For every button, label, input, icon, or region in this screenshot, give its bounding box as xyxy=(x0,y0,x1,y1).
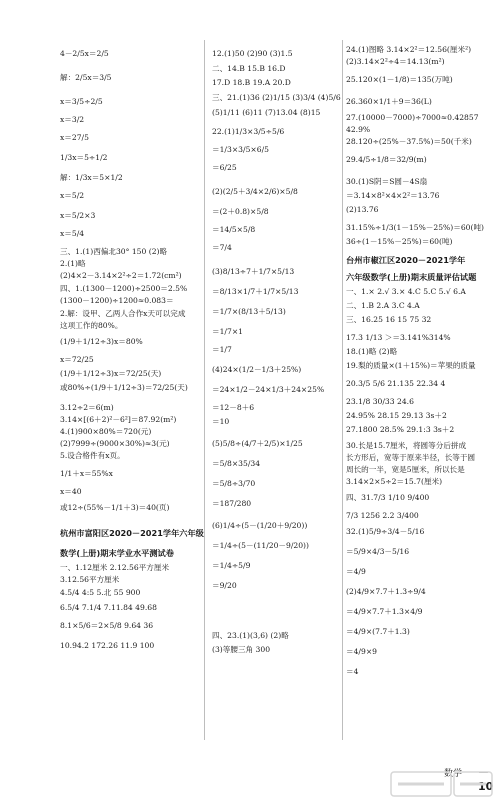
answer-line: ＝187/280 xyxy=(212,499,252,508)
answer-line: x＝3/2 xyxy=(60,115,85,124)
answer-line: 17.D 18.B 19.A 20.D xyxy=(212,78,291,87)
answer-line: ＝(2＋0.8)×5/8 xyxy=(212,207,269,216)
answer-line: x＝5/2 xyxy=(60,191,85,200)
answer-line: ＝1/7 xyxy=(212,345,232,354)
answer-line: 25.120×(1－1/8)＝135(万吨) xyxy=(346,75,453,84)
answer-line: 一、1.× 2.√ 3.× 4.C 5.C 5.√ 6.A xyxy=(346,287,466,296)
answer-line: 26.360×1/1＋9＝36(L) xyxy=(346,97,432,106)
answer-line: ＝4/9 xyxy=(346,567,366,576)
answer-line: (3)8/13÷7＋1/7×5/13 xyxy=(212,267,295,276)
answer-line: 解：1/3x＝5×1/2 xyxy=(60,173,123,182)
answer-line: 三、21.(1)36 (2)1/15 (3)3/4 (4)5/6 xyxy=(212,93,341,102)
answer-line: 二、1.B 2.A 3.C 4.A xyxy=(346,301,420,310)
watermark-stamp-icon xyxy=(390,770,495,798)
page-number: －10 xyxy=(478,766,494,793)
answer-line: x＝5/2×3 xyxy=(60,211,96,220)
answer-line: 解：2/5x＝3/5 xyxy=(60,73,112,82)
answer-line: 二、14.B 15.B 16.D xyxy=(212,64,286,73)
answer-line: (2)3.14×2²÷4＝14.13(m²) xyxy=(346,57,445,66)
answer-line: 19.梨的质量×(1＋15%)＝苹果的质量 xyxy=(346,361,476,370)
answer-line: 12.(1)50 (2)90 (3)1.5 xyxy=(212,49,293,58)
answer-line: 长方形后，宽等于原来半径，长等于圆 xyxy=(346,453,476,462)
answer-line: 周长的一半，宽是5厘米，所以长是 xyxy=(346,465,465,474)
answer-line: (2)4×2－3.14×2²÷2＝1.72(cm²) xyxy=(60,271,182,280)
answer-line: 一、1.12厘米 2.12.56平方厘米 xyxy=(60,563,170,572)
answer-line: (2)13.76 xyxy=(346,205,379,214)
answer-line: 三、16.25 16 15 75 32 xyxy=(346,315,432,324)
answer-line: ＝6/25 xyxy=(212,163,237,172)
answer-line: (1300－1200)÷1200≈0.083＝ xyxy=(60,296,174,305)
answer-line: 36÷(1－15%－25%)＝60(吨) xyxy=(346,237,453,246)
answer-line: 18.(1)略 (2)略 xyxy=(346,347,398,356)
answer-line: 24.95% 28.15 29.13 3s＋2 xyxy=(346,411,447,420)
answer-line: 或80%÷(1/9＋1/12÷3)＝72/25(天) xyxy=(60,383,188,392)
answer-line: (2)7999÷(9000×30%)≈3(元) xyxy=(60,439,170,448)
answer-line: 3.12÷2＝6(m) xyxy=(60,403,114,412)
answer-line: 27.1800 28.5% 29.1:3 3s＋2 xyxy=(346,425,455,434)
answer-line: 30.长是15.7厘米，将圆等分后拼成 xyxy=(346,441,467,450)
answer-line: (5)1/11 (6)11 (7)13.04 (8)15 xyxy=(212,108,321,117)
answer-line: 6.5/4 7.1/4 7.11.84 49.68 xyxy=(60,603,157,612)
answer-line: 42.9% xyxy=(346,125,371,134)
answer-line: 四、1.(1300－1200)÷2500＝2.5% xyxy=(60,284,188,293)
answer-line: 31.15%÷1/3(1－15%－25%)＝60(吨) xyxy=(346,223,485,232)
answer-line: (1/9＋1/12÷3)x＝80% xyxy=(60,337,143,346)
answer-line: 3.12.56平方厘米 xyxy=(60,575,120,584)
answer-line: 32.(1)5/9÷3/4－5/16 xyxy=(346,527,425,536)
answer-line: ＝1/4÷(5－(11/20－9/20)) xyxy=(212,541,309,550)
answer-line: ＝7/4 xyxy=(212,243,232,252)
exam-title: 杭州市富阳区2020－2021学年六年级 xyxy=(60,528,204,538)
answer-line: 四、23.(1)(3,6) (2)略 xyxy=(212,631,289,640)
answer-line: (5)5/8÷(4/7＋2/5)×1/25 xyxy=(212,439,303,448)
answer-line: 10.94.2 172.26 11.9 100 xyxy=(60,641,155,650)
answer-line: 7/3 1256 2.2 3/400 xyxy=(346,511,419,520)
answer-line: 29.4/5÷1/8＝32/9(m) xyxy=(346,155,427,164)
column-divider xyxy=(342,40,343,740)
answer-line: x＝5/4 xyxy=(60,229,85,238)
answer-line: x＝3/5÷2/5 xyxy=(60,97,103,106)
answer-line: 4.5/4 4:5 5.北 55 900 xyxy=(60,588,141,597)
answer-line: ＝4/9×7.7＋1.3×4/9 xyxy=(346,607,423,616)
answer-line: 23.1/8 30/33 24.6 xyxy=(346,397,414,406)
answer-line: ＝3.14×8²×4×2²＝13.76 xyxy=(346,191,440,200)
answer-line: (2)4/9×7.7＋1.3÷9/4 xyxy=(346,587,426,596)
answer-line: (2)(2/5＋3/4×2/6)×5/8 xyxy=(212,187,298,196)
exam-subtitle: 六年级数学(上册)期末质量评估试题 xyxy=(346,272,477,282)
answer-line: 1/3x＝5÷1/2 xyxy=(60,153,108,162)
subject-label: 数学 xyxy=(444,769,463,779)
answer-line: 5.设合格件有x页。 xyxy=(60,451,125,460)
answer-line: ＝9/20 xyxy=(212,581,237,590)
answer-line: 3.14×[(6＋2)²－6²]＝87.92(m²) xyxy=(60,415,177,424)
exam-title: 台州市椒江区2020－2021学年 xyxy=(346,255,466,265)
answer-line: 或12÷(55%－1/1＋3)＝40(页) xyxy=(60,503,170,512)
answer-line: x＝72/25 xyxy=(60,355,94,364)
answer-line: 30.(1)S阴＝S圆－4S扇 xyxy=(346,177,428,186)
answer-line: (4)24×(1/2－1/3＋25%) xyxy=(212,365,302,374)
answer-line: 28.120÷(25%－37.5%)＝50(千米) xyxy=(346,137,472,146)
answer-line: 4－2/5x＝2/5 xyxy=(60,49,109,58)
answer-line: 27.(10000－7000)÷7000≈0.42857 xyxy=(346,113,479,122)
answer-line: ＝5/8×35/34 xyxy=(212,459,261,468)
answer-line: ＝1/3×3/5×6/5 xyxy=(212,145,269,154)
answer-line: ＝4 xyxy=(346,667,359,676)
answer-line: 三、1.(1)西偏北30° 150 (2)略 xyxy=(60,247,168,256)
answer-line: 四、31.7/3 1/10 9/400 xyxy=(346,493,430,502)
answer-line: 1/1＋x＝55%x xyxy=(60,469,113,478)
answer-line: x＝40 xyxy=(60,487,82,496)
answer-line: ＝4/9×(7.7＋1.3) xyxy=(346,627,410,636)
answer-line: ＝4/9×9 xyxy=(346,647,378,656)
answer-line: 4.(1)900×80%＝720(元) xyxy=(60,427,152,436)
answer-line: 3.14×2×5÷2＝15.7(厘米) xyxy=(346,477,443,486)
answer-line: ＝5/9×4/3－5/16 xyxy=(346,547,410,556)
answer-line: ＝1/4÷5/9 xyxy=(212,561,251,570)
answer-line: ＝1/7×1 xyxy=(212,327,244,336)
answer-line: 17.3 1/13 ＞＝3.141%314% xyxy=(346,333,451,342)
answer-line: x＝27/5 xyxy=(60,133,89,142)
column-divider xyxy=(204,40,205,740)
answer-line: ＝5/8÷3/70 xyxy=(212,479,256,488)
answer-line: (1/9＋1/12÷3)x＝72/25(天) xyxy=(60,369,162,378)
answer-line: 22.(1)1/3×3/5÷5/6 xyxy=(212,127,285,136)
answer-line: ＝12－8＋6 xyxy=(212,403,255,412)
answer-line: 8.1×5/6＝2×5/8 9.64 36 xyxy=(60,621,154,630)
answer-line: ＝14/5×5/8 xyxy=(212,225,256,234)
answer-line: 24.(1)图略 3.14×2²＝12.56(厘米²) xyxy=(346,45,472,54)
answer-line: 2.(1)略 xyxy=(60,259,86,268)
answer-line: ＝1/7×(8/13＋5/13) xyxy=(212,307,286,316)
answer-line: ＝24×1/2－24×1/3＋24×25% xyxy=(212,385,325,394)
answer-line: 2.解：设甲、乙两人合作x天可以完成 xyxy=(60,309,186,318)
answer-line: 这项工作的80%。 xyxy=(60,321,123,330)
exam-subtitle: 数学(上册)期末学业水平测试卷 xyxy=(60,548,174,558)
answer-line: ＝8/13×1/7＋1/7×5/13 xyxy=(212,287,299,296)
answer-line: 20.3/5 5/6 21.135 22.34 4 xyxy=(346,379,446,388)
answer-line: (6)1/4÷(5－(1/20＋9/20)) xyxy=(212,521,308,530)
answer-line: ＝10 xyxy=(212,417,230,426)
answer-line: (3)等腰三角 300 xyxy=(212,645,271,654)
